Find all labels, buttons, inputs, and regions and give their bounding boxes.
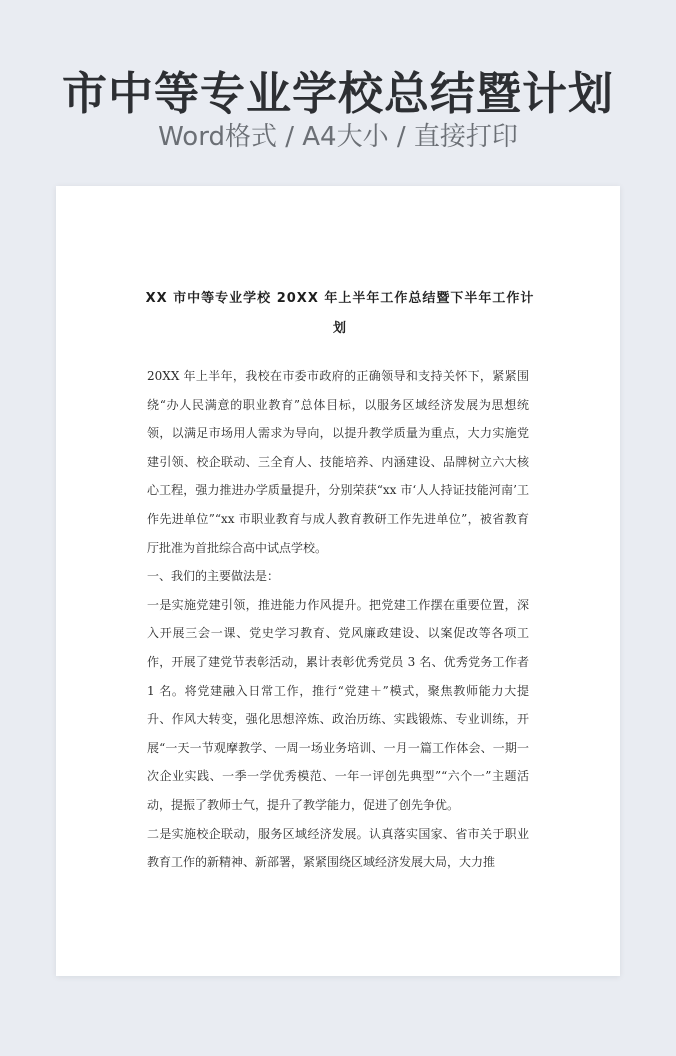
document-page bbox=[56, 186, 620, 976]
document-title: XX 市中等专业学校 20XX 年上半年工作总结暨下半年工作计划 bbox=[145, 291, 535, 336]
paragraph-school-enterprise: 二是实施校企联动，服务区域经济发展。认真落实国家、省市关于职业教育工作的新精神、新部署，紧紧围绕区域经济发展大局，大力推 bbox=[147, 826, 529, 870]
paragraph-section-heading: 一、我们的主要做法是： bbox=[147, 569, 280, 584]
banner bbox=[0, 0, 676, 180]
paragraph-party-building: 一是实施党建引领，推进能力作风提升。把党建工作摆在重要位置，深入开展三会一课、党史学习教育、党风廉政建设、以案促改等各项工作，开展了建党节表彰活动，累计表彰优秀党员 3 名、优秀党务工作者 1 名。将党建融入日常工作，推行“党建＋”模式，聚焦教师能力大提升、作风大转变，强化思想淬炼、政治历练、实践锻炼、专业训练，开展“一天一节观摩教学、一周一场业务培训、一月一篇工作体会、一期一次企业实践、一季一学优秀模范、一年一评创先典型”“六个一”主题活动，提振了教师士气，提升了教学能力，促进了创先争优。 bbox=[147, 597, 529, 812]
banner-subtitle: Word格式 / A4大小 / 直接打印 bbox=[158, 122, 518, 152]
paragraph-intro: 20XX 年上半年，我校在市委市政府的正确领导和支持关怀下，紧紧围绕“办人民满意的职业教育”总体目标，以服务区域经济发展为思想统领，以满足市场用人需求为导向，以提升教学质量为重点，大力实施党建引领、校企联动、三全育人、技能培养、内涵建设、品牌树立六大核心工程，强力推进办学质量提升，分别荣获“xx 市‘人人持证技能河南’工作先进单位”“xx 市职业教育与成人教育教研工作先进单位”，被省教育厅批准为首批综合高中试点学校。 bbox=[147, 369, 529, 555]
banner-title: 市中等专业学校总结暨计划 bbox=[61, 67, 614, 120]
document-body bbox=[147, 362, 529, 877]
